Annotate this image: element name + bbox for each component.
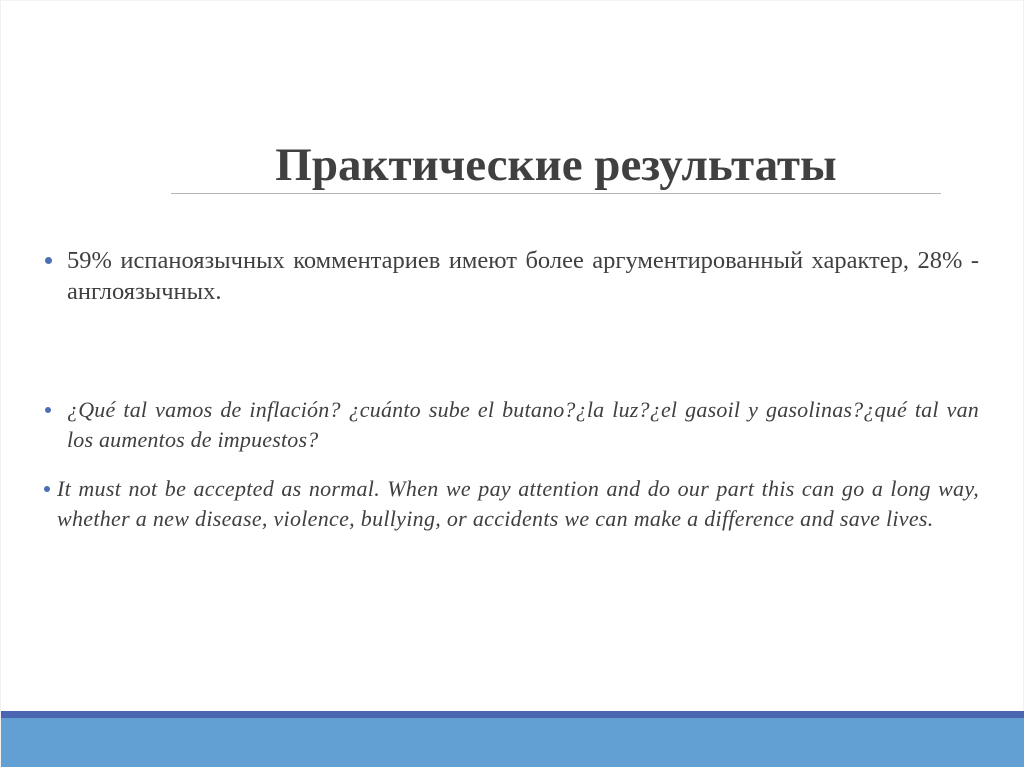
bullet-text: 59% испаноязычных комментариев имеют более аргументированный характер, 28% - англоязычных. [67,247,979,305]
bullet-dot-icon [44,486,50,492]
footer-band-light [1,718,1024,767]
title-underline-divider [171,193,941,194]
bullet-dot-icon [45,407,51,413]
bullet-text: It must not be accepted as normal. When we pay attention and do our part this can go a long way, whether a new disease, violence, bullying, or accidents we can make a difference and save lives. [57,476,979,531]
bullet-item-statistics [45,245,979,307]
footer-band-dark [1,711,1024,718]
bullet-item-spanish-quote [45,395,979,455]
bullet-item-english-quote [45,474,979,534]
bullet-text: ¿Qué tal vamos de inflación? ¿cuánto sube el butano?¿la luz?¿el gasoil y gasolinas?¿qué tal van los aumentos de impuestos? [67,397,979,452]
bullet-dot-icon [45,257,52,264]
slide-title: Практические результаты [275,139,837,191]
bullet-list [45,245,979,534]
